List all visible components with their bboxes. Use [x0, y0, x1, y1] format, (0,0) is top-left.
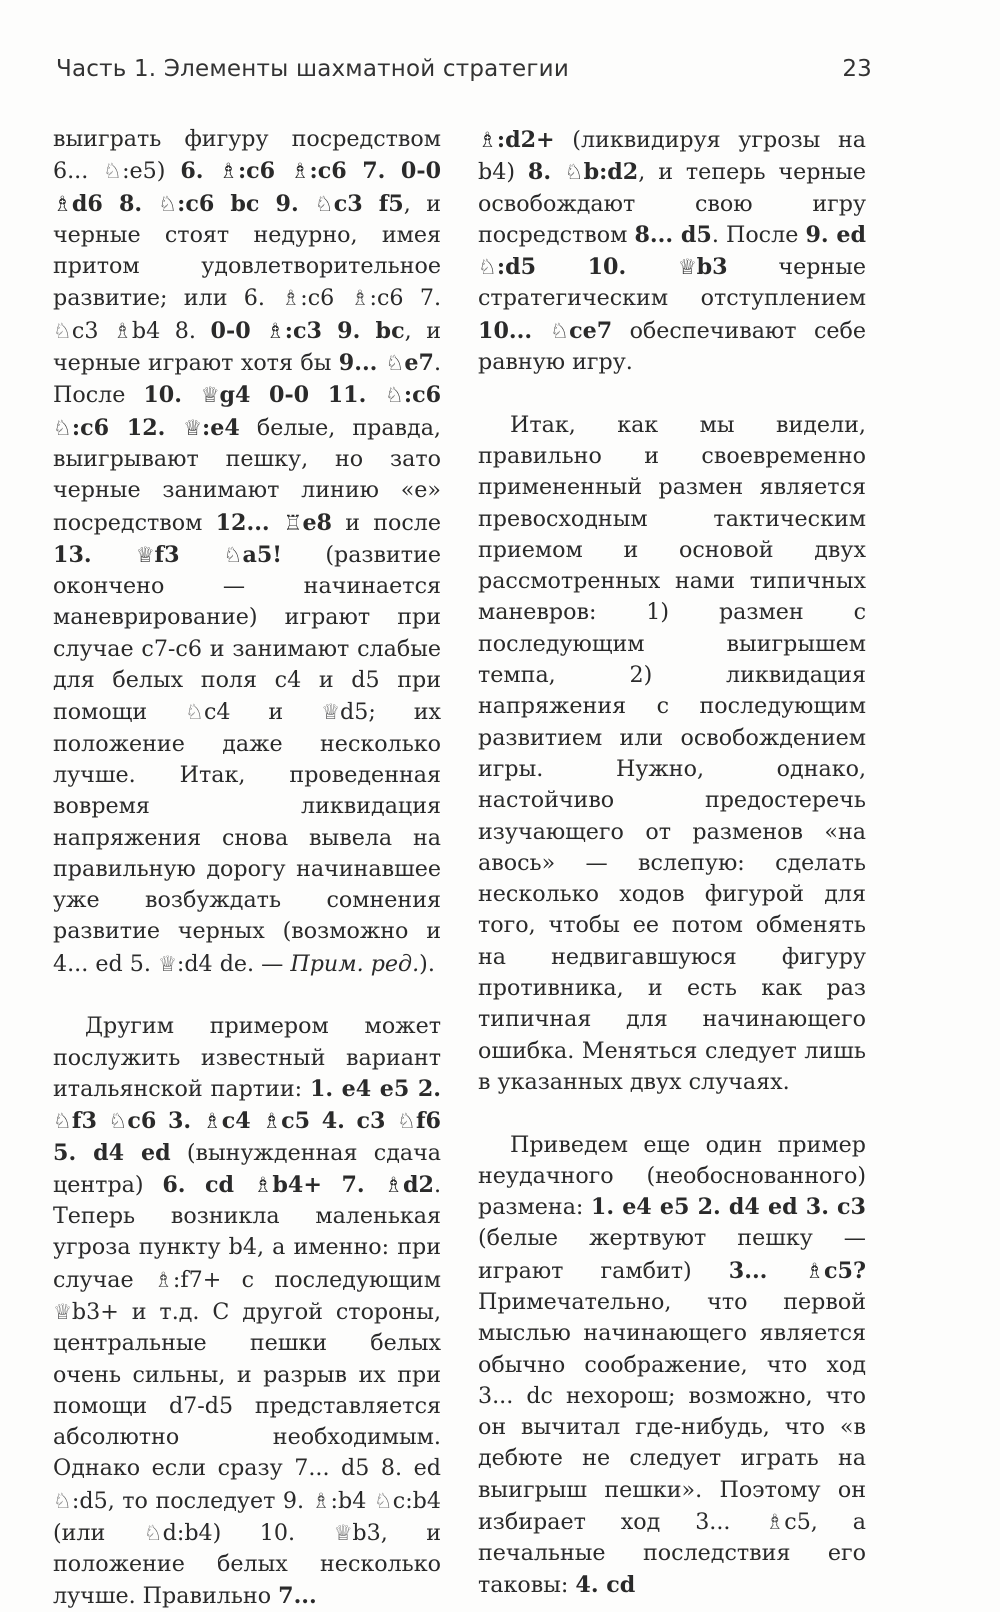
- bishop-icon: ♗: [219, 158, 238, 184]
- bishop-icon: ♗: [154, 1266, 173, 1292]
- queen-icon: ♕: [200, 382, 220, 408]
- move-notation: c4: [221, 1108, 263, 1135]
- text-run: Другим примером может послужить известный вариант итальянской партии:: [53, 1013, 441, 1102]
- page-number: 23: [842, 56, 872, 82]
- text-run: b3+ и т.д. С другой стороны, центральные пешки белых очень сильны, и разрыв их при помощи d7-d5 представляется абсолютно необходимым. Однако если сразу 7... d5 8. ed: [53, 1298, 441, 1482]
- text-run: Приведем еще один пример неудачного (необоснованного) размена:: [478, 1131, 866, 1221]
- text-run: :d5, то последует 9.: [71, 1487, 312, 1514]
- queen-icon: ♕: [135, 541, 155, 567]
- knight-icon: ♘: [550, 317, 570, 343]
- move-notation: :c6: [403, 382, 442, 409]
- move-notation: e8: [302, 509, 332, 536]
- knight-icon: ♘: [53, 414, 72, 440]
- move-notation: 1. e4 e5 2. d4 ed 3. c3: [590, 1194, 867, 1221]
- move-notation: g4 0-0 11.: [219, 382, 385, 409]
- move-notation: b4+ 7.: [272, 1171, 385, 1198]
- move-notation: :d2+: [496, 127, 555, 153]
- bishop-icon: ♗: [805, 1257, 825, 1283]
- move-notation: 8.: [527, 159, 565, 186]
- editor-note: Прим. ред.: [290, 950, 420, 977]
- move-notation: 7...: [278, 1582, 317, 1609]
- move-notation: 4. cd: [575, 1571, 636, 1598]
- bishop-icon: ♗: [478, 127, 497, 152]
- text-run: белые, правда, выигрывают пешку, но зато черные занимают линию «е» посредством: [53, 414, 441, 536]
- bishop-icon: ♗: [113, 317, 132, 343]
- knight-icon: ♘: [314, 190, 334, 216]
- bishop-icon: ♗: [281, 285, 301, 311]
- queen-icon: ♕: [677, 254, 697, 280]
- running-title: Часть 1. Элементы шахматной стратегии: [56, 56, 569, 82]
- rook-icon: ♖: [283, 509, 303, 535]
- move-notation: c5 4. c3: [281, 1108, 398, 1135]
- text-run: обеспечивают себе равную игру.: [478, 317, 866, 376]
- knight-icon: ♘: [223, 541, 243, 567]
- text-run: выиграть фигуру посредством 6...: [53, 126, 441, 185]
- move-notation: 13.: [53, 541, 136, 568]
- move-notation: :c3 9. bc: [284, 317, 405, 344]
- text-run: :d4 de. —: [176, 950, 291, 977]
- move-notation: f6 5. d4 ed: [53, 1108, 441, 1166]
- bishop-icon: ♗: [53, 190, 72, 216]
- knight-icon: ♘: [385, 350, 405, 376]
- knight-icon: ♘: [108, 1108, 128, 1134]
- knight-icon: ♘: [478, 254, 497, 280]
- queen-icon: ♕: [183, 414, 203, 440]
- left-column: [53, 124, 441, 1612]
- move-notation: 0-0: [210, 317, 266, 344]
- text-run: и после: [332, 509, 441, 536]
- move-notation: c6 3.: [127, 1108, 203, 1135]
- bishop-icon: ♗: [202, 1108, 222, 1134]
- move-notation: 9. ed: [805, 221, 866, 248]
- move-notation: ce7: [569, 317, 613, 344]
- move-notation: 9...: [338, 350, 386, 377]
- text-run: c3: [71, 317, 114, 344]
- text-run: (белые жертвуют пешку — играют гамбит): [478, 1225, 866, 1284]
- queen-icon: ♕: [333, 1520, 353, 1546]
- knight-icon: ♘: [53, 1108, 72, 1134]
- move-notation: 10.: [143, 382, 201, 409]
- queen-icon: ♕: [321, 699, 341, 725]
- text-run: :c6: [300, 285, 351, 312]
- move-notation: 6.: [180, 158, 220, 185]
- knight-icon: ♘: [397, 1108, 417, 1134]
- text-run: :e5): [122, 158, 181, 185]
- paragraph: [478, 124, 866, 378]
- text-run: d5; их положение даже несколько лучше. Итак, проведенная вовремя ликвидация напряжения снова вывела на правильную дорогу начинавшее уже возбуждать сомнения развитие черных (возможно и 4... ed 5.: [53, 699, 442, 977]
- paragraph: [478, 410, 866, 1099]
- text-run: :b4: [330, 1487, 374, 1514]
- paragraph: [53, 124, 441, 980]
- knight-icon: ♘: [384, 382, 404, 408]
- move-notation: :d5 10.: [496, 254, 678, 281]
- text-run: (развитие окончено — начинается маневрирование) играют при случае c7-c6 и занимают слабые для белых поля c4 и d5 при помощи: [53, 541, 442, 726]
- move-notation: 8... d5: [634, 221, 712, 248]
- text-run: , и черные стоят недурно, имея притом удовлетворительное развитие; или 6.: [53, 190, 442, 312]
- text-run: . Теперь возникла маленькая угроза пункту b4, а именно: при случае: [53, 1171, 442, 1293]
- text-run: :f7+ с последующим: [172, 1266, 442, 1293]
- paragraph: [478, 1130, 866, 1601]
- queen-icon: ♕: [53, 1298, 72, 1324]
- move-notation: :c6 bc 9.: [177, 190, 315, 217]
- move-notation: :c6 12.: [71, 414, 184, 441]
- bishop-icon: ♗: [262, 1108, 282, 1134]
- move-notation: c3 f5: [333, 190, 404, 217]
- text-run: :c6 7.: [369, 285, 441, 312]
- move-notation: 12...: [215, 509, 284, 536]
- knight-icon: ♘: [158, 190, 178, 216]
- bishop-icon: ♗: [765, 1509, 785, 1535]
- bishop-icon: ♗: [253, 1171, 273, 1197]
- text-run: . После: [53, 350, 441, 409]
- bishop-icon: ♗: [265, 317, 285, 343]
- text-run: c5, а печальные последствия его таковы:: [478, 1509, 866, 1598]
- text-run: (ликвидируя угрозы на b4): [478, 127, 866, 186]
- move-notation: 10...: [478, 317, 551, 344]
- text-run: . После: [711, 221, 806, 248]
- text-run: Примечательно, что первой мыслью начинающего является обычно соображение, что ход 3... dc нехорош; возможно, что он вычитал где-нибудь, что «в дебюте не следует играть на выигрыш пешки». Поэтому он избирает ход 3...: [478, 1288, 866, 1536]
- text-run: d:b4) 10.: [162, 1520, 334, 1547]
- knight-icon: ♘: [103, 158, 123, 184]
- bishop-icon: ♗: [311, 1487, 331, 1513]
- move-notation: :e4: [202, 414, 240, 441]
- text-run: b3, и положение белых несколько лучше. Правильно: [53, 1520, 441, 1609]
- text-run: Итак, как мы видели, правильно и своевременно примененный размен является превосходным тактическим приемом и основой двух рассмотренных нами типичных маневров: 1) размен с последующим выигрышем темпа, 2) ликвидация напряжения с последующим развитием или освобождением игры. Нужно, однако, настойчиво предостеречь изучающего от разменов «на авось» — вслепую: сделать несколько ходов фигурой для того, чтобы ее потом обменять на недвигавшуюся фигуру противника, и есть как раз типичная для начинающего ошибка. Меняться следует лишь в указанных двух случаях.: [478, 411, 866, 1095]
- move-notation: a5!: [242, 541, 282, 568]
- right-column: [478, 124, 866, 1601]
- bishop-icon: ♗: [350, 285, 370, 311]
- text-run: , и черные играют хотя бы: [53, 317, 441, 377]
- knight-icon: ♘: [564, 159, 584, 185]
- knight-icon: ♘: [53, 317, 72, 343]
- move-notation: d6 8.: [71, 190, 159, 217]
- move-notation: 3...: [728, 1257, 806, 1284]
- move-notation: :c6: [237, 158, 291, 185]
- text-run: b4 8.: [131, 317, 211, 344]
- text-run: ).: [419, 950, 435, 977]
- move-notation: f3: [154, 541, 224, 568]
- bishop-icon: ♗: [290, 158, 310, 184]
- text-run: c4 и: [203, 699, 322, 726]
- paragraph: [53, 1011, 441, 1612]
- move-notation: e7: [404, 350, 434, 377]
- move-notation: b3: [696, 254, 728, 281]
- move-notation: 1. e4 e5 2.: [309, 1075, 442, 1102]
- knight-icon: ♘: [53, 1487, 72, 1513]
- text-run: (вынужденная сдача центра): [53, 1139, 441, 1198]
- move-notation: c5?: [824, 1257, 866, 1284]
- text-run: черные стратегическим отступлением: [478, 254, 866, 312]
- knight-icon: ♘: [143, 1520, 163, 1546]
- bishop-icon: ♗: [384, 1171, 403, 1197]
- move-notation: :c6 7. 0-0: [309, 158, 442, 185]
- move-notation: f3: [71, 1108, 109, 1135]
- move-notation: b:d2: [583, 159, 639, 186]
- text-run: c:b4 (или: [53, 1487, 442, 1547]
- queen-icon: ♕: [157, 950, 177, 976]
- knight-icon: ♘: [185, 699, 204, 725]
- move-notation: 6. cd: [162, 1171, 254, 1198]
- text-run: , и теперь черные освобождают свою игру посредством: [478, 159, 867, 248]
- move-notation: d2: [403, 1171, 434, 1198]
- knight-icon: ♘: [373, 1487, 393, 1513]
- page-header: [56, 56, 872, 82]
